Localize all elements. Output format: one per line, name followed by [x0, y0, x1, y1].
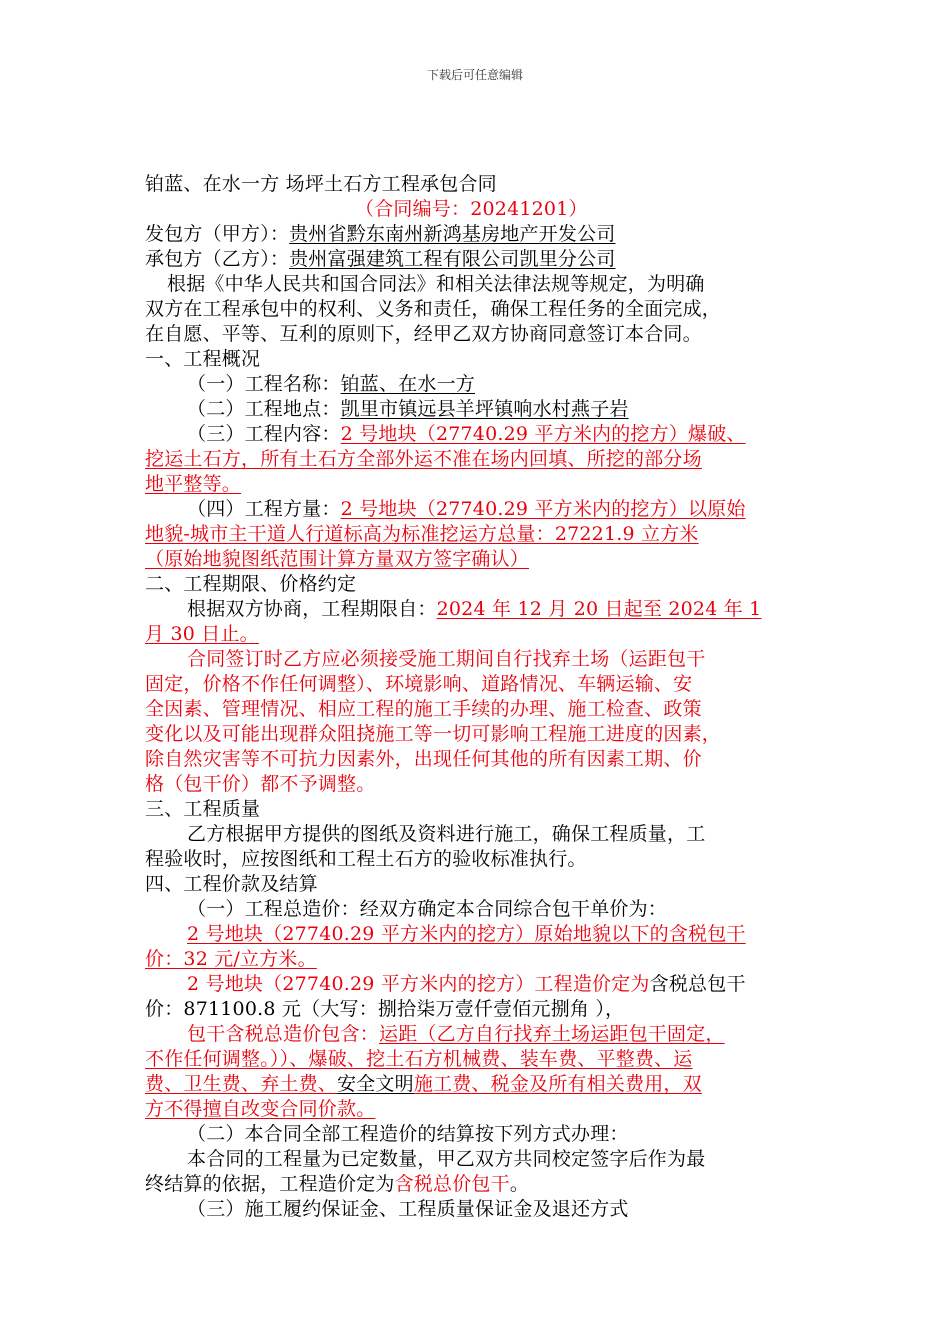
project-name-line: [145, 372, 810, 397]
period-end-text: 月 30 日止。: [145, 623, 259, 645]
project-name-label: （一）工程名称：: [187, 373, 341, 395]
included-end: [145, 1097, 810, 1122]
settlement-period: 。: [509, 1173, 530, 1195]
total-price-heading: （一）工程总造价：经双方确定本合同综合包干单价为：: [187, 898, 668, 920]
intro-line: 在自愿、平等、互利的原则下，经甲乙双方协商同意签订本合同。: [145, 323, 702, 345]
project-location-label: （二）工程地点：: [187, 398, 341, 420]
header-note: 下载后可任意编辑: [426, 68, 523, 82]
included-fees: 费、卫生费、弃土费、: [145, 1073, 338, 1095]
terms-line: 固定，价格不作任何调整）、环境影响、道路情况、车辆运输、安: [145, 673, 693, 695]
section-heading: 三、工程质量: [145, 798, 261, 820]
total-price-black: 含税总包干: [649, 973, 746, 995]
project-content-label: （三）工程内容：: [187, 423, 341, 445]
project-name-value: 铂蓝、在水一方: [340, 373, 476, 395]
party-a-line: [145, 222, 810, 247]
included-safety: 安全文明: [337, 1073, 414, 1095]
period-dates: 2024 年 12 月 20 日起至 2024 年 1: [436, 598, 762, 620]
deposit-heading: （三）施工履约保证金、工程质量保证金及退还方式: [187, 1198, 629, 1220]
project-location-line: [145, 397, 810, 422]
unit-price-line: [145, 922, 810, 947]
period-line: [145, 597, 810, 622]
party-a-label: 发包方（甲方）：: [145, 223, 290, 245]
included-continued: 不作任何调整。））、爆破、挖土石方机械费、装车费、平整费、运: [145, 1048, 693, 1070]
project-volume-end-text: （原始地貌图纸范围计算方量双方签字确认）: [145, 548, 530, 570]
project-volume-end: [145, 547, 810, 572]
party-b-line: [145, 247, 810, 272]
party-b-label: 承包方（乙方）：: [145, 248, 290, 270]
section-heading: 一、工程概况: [145, 348, 261, 370]
quality-line: 乙方根据甲方提供的图纸及资料进行施工，确保工程质量，工: [187, 823, 706, 845]
included-text: 运距（乙方自行找弃土场运距包干固定，: [379, 1023, 725, 1045]
included-tax: 施工费、税金及所有相关费用，双: [413, 1073, 702, 1095]
total-price-red: 2 号地块（27740.29 平方米内的挖方）工程造价定为: [187, 973, 650, 995]
intro-line: 双方在工程承包中的权利、义务和责任，确保工程任务的全面完成，: [145, 298, 722, 320]
settlement-line-2: [145, 1172, 810, 1197]
total-price-amount: 价：871100.8 元（大写：捌拾柒万壹仟壹佰元捌角 ），: [145, 998, 625, 1020]
included-continued-2: [145, 1072, 810, 1097]
settlement-heading: （二）本合同全部工程造价的结算按下列方式办理：: [187, 1123, 629, 1145]
project-content-end-text: 地平整等。: [145, 473, 242, 495]
terms-line: 合同签订时乙方应必须接受施工期间自行找弃土场（运距包干: [187, 648, 706, 670]
contract-number: （合同编号：20241201）: [355, 198, 588, 220]
period-end-line: [145, 622, 810, 647]
project-content-line: [145, 422, 810, 447]
included-line: [145, 1022, 810, 1047]
project-volume-continued: 地貌-城市主干道人行道标高为标准挖运方总量：27221.9 立方米: [145, 523, 699, 545]
period-prefix: 根据双方协商，工程期限自：: [187, 598, 437, 620]
project-volume-value: 2 号地块（27740.29 平方米内的挖方）以原始: [340, 498, 746, 520]
terms-line: 变化以及可能出现群众阻挠施工等一切可影响工程施工进度的因素，: [145, 723, 722, 745]
terms-line: 全因素、管理情况、相应工程的施工手续的办理、施工检查、政策: [145, 698, 702, 720]
total-price-line: [145, 972, 810, 997]
terms-line: 格（包干价）都不予调整。: [145, 773, 376, 795]
party-b-name: 贵州富强建筑工程有限公司凯里分公司: [289, 248, 616, 270]
unit-price-end: [145, 947, 810, 972]
contract-body: [145, 172, 810, 1222]
project-content-continued: 挖运土石方，所有土石方全部外运不准在场内回填、所挖的部分场: [145, 448, 702, 470]
included-label: 包干含税总造价包含：: [187, 1023, 380, 1045]
project-volume-label: （四）工程方量：: [187, 498, 341, 520]
terms-line: 除自然灾害等不可抗力因素外，出现任何其他的所有因素工期、价: [145, 748, 702, 770]
section-heading: 二、工程期限、价格约定: [145, 573, 357, 595]
quality-line: 程验收时，应按图纸和工程土石方的验收标准执行。: [145, 848, 587, 870]
unit-price-value: 价：32 元/立方米。: [145, 948, 317, 970]
party-a-name: 贵州省黔东南州新鸿基房地产开发公司: [289, 223, 616, 245]
project-content-end: [145, 472, 810, 497]
settlement-basis: 终结算的依据，工程造价定为: [145, 1173, 395, 1195]
project-location-value: 凯里市镇远县羊坪镇响水村燕子岩: [340, 398, 629, 420]
project-content-value: 2 号地块（27740.29 平方米内的挖方）爆破、: [340, 423, 746, 445]
settlement-line: 本合同的工程量为已定数量，甲乙双方共同校定签字后作为最: [187, 1148, 706, 1170]
section-heading: 四、工程价款及结算: [145, 873, 318, 895]
intro-line: 根据《中华人民共和国合同法》和相关法律法规等规定，为明确: [167, 273, 705, 295]
settlement-type: 含税总价包干: [394, 1173, 510, 1195]
project-volume-line: [145, 497, 810, 522]
contract-title: 铂蓝、在水一方 场坪土石方工程承包合同: [145, 173, 497, 195]
included-end-text: 方不得擅自改变合同价款。: [145, 1098, 376, 1120]
unit-price-text: 2 号地块（27740.29 平方米内的挖方）原始地貌以下的含税包干: [187, 923, 746, 945]
